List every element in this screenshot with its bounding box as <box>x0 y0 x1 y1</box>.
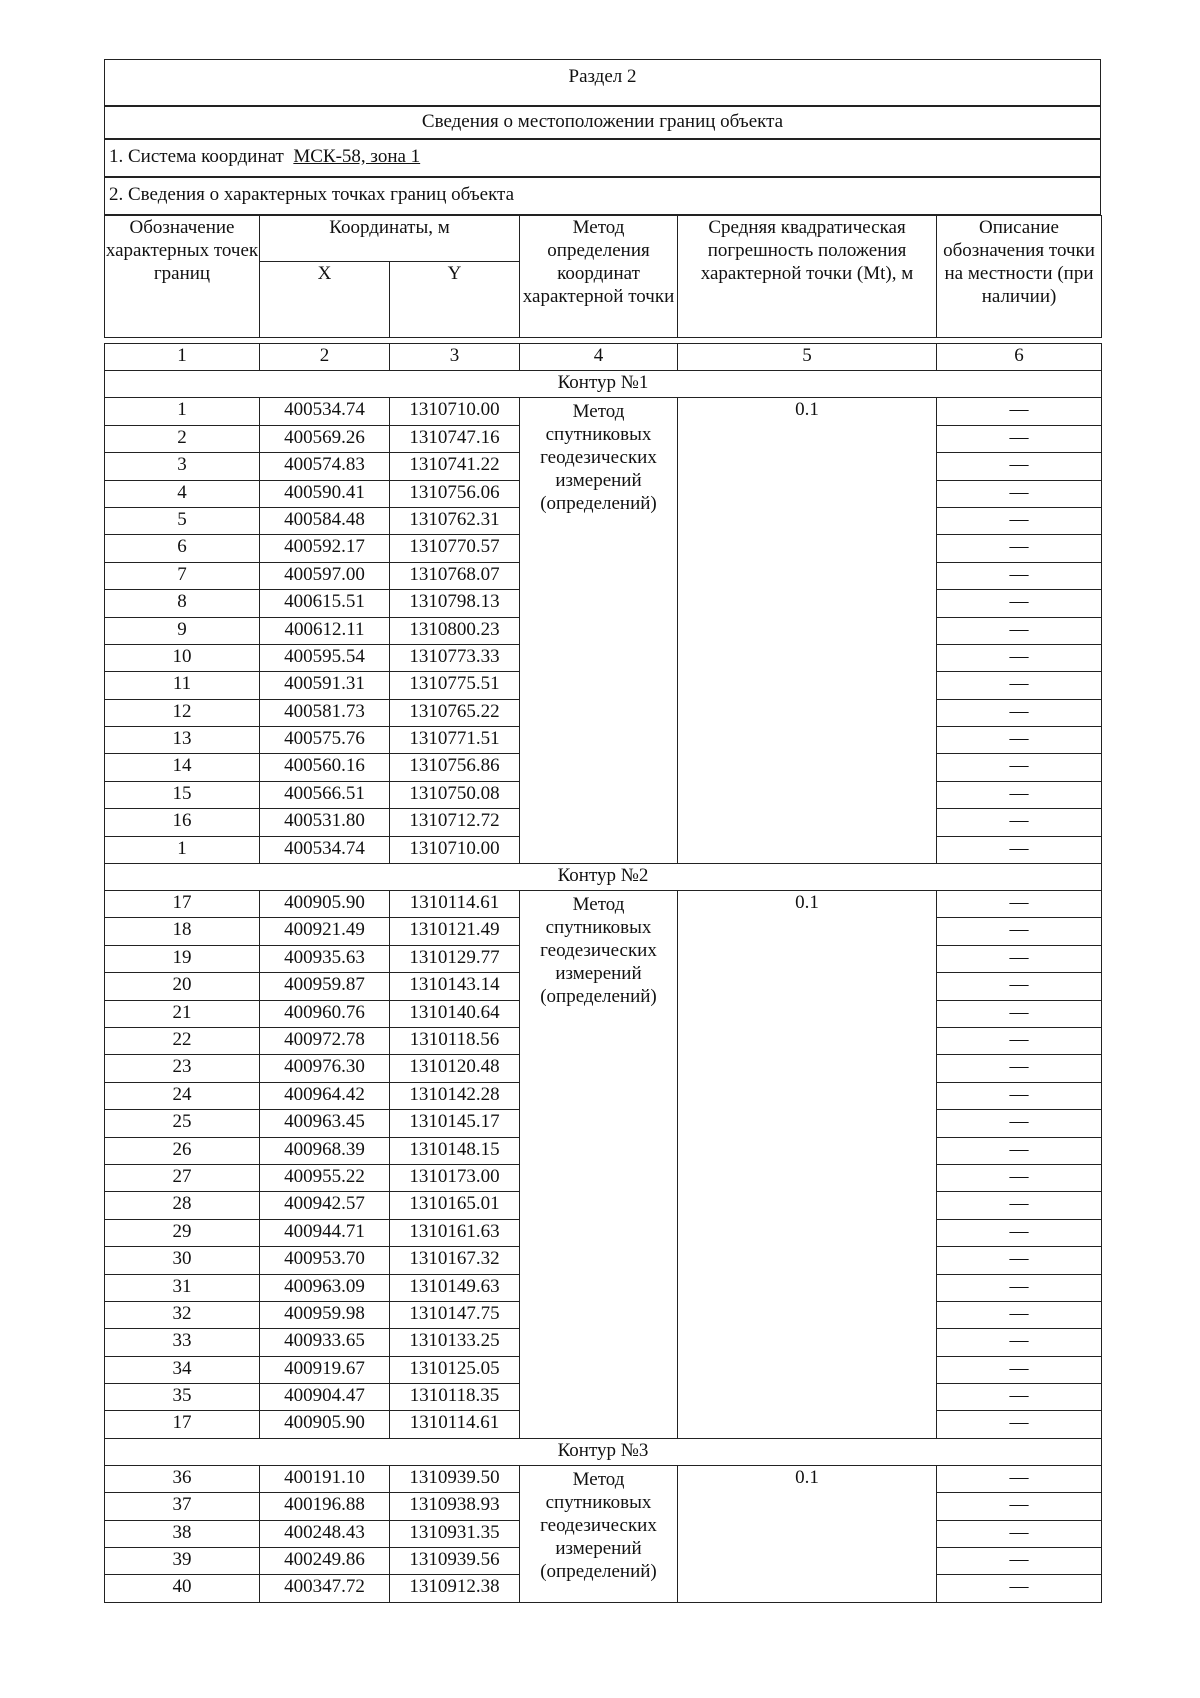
description-cell: — <box>937 1247 1102 1274</box>
point-id: 32 <box>105 1301 260 1328</box>
coord-x: 400921.49 <box>260 918 390 945</box>
point-id: 33 <box>105 1329 260 1356</box>
point-id: 4 <box>105 480 260 507</box>
contour-title-row <box>105 371 1102 398</box>
coord-x: 400560.16 <box>260 754 390 781</box>
coord-y: 1310140.64 <box>390 1000 520 1027</box>
col-number: 4 <box>520 344 678 371</box>
coord-x: 400347.72 <box>260 1575 390 1602</box>
point-id: 18 <box>105 918 260 945</box>
coord-y: 1310125.05 <box>390 1356 520 1383</box>
coord-y: 1310129.77 <box>390 945 520 972</box>
coord-x: 400196.88 <box>260 1493 390 1520</box>
coord-y: 1310133.25 <box>390 1329 520 1356</box>
description-cell: — <box>937 1082 1102 1109</box>
point-id: 39 <box>105 1548 260 1575</box>
coord-y: 1310756.06 <box>390 480 520 507</box>
contour-title-row <box>105 864 1102 891</box>
coord-y: 1310750.08 <box>390 781 520 808</box>
col-desc-label: Описание обозначения точки на местности (при наличии) <box>937 216 1102 338</box>
coord-x: 400597.00 <box>260 562 390 589</box>
description-cell: — <box>937 699 1102 726</box>
point-id: 31 <box>105 1274 260 1301</box>
coord-system-value: МСК-58, зона 1 <box>293 146 421 167</box>
coord-y: 1310161.63 <box>390 1219 520 1246</box>
coord-x: 400595.54 <box>260 644 390 671</box>
method-cell: Метод спутниковых геодезических измерений (определений) <box>520 398 678 864</box>
point-id: 10 <box>105 644 260 671</box>
coord-x: 400960.76 <box>260 1000 390 1027</box>
description-cell: — <box>937 562 1102 589</box>
description-cell: — <box>937 1027 1102 1054</box>
description-cell: — <box>937 1493 1102 1520</box>
description-cell: — <box>937 1520 1102 1547</box>
coord-x: 400249.86 <box>260 1548 390 1575</box>
coord-y: 1310148.15 <box>390 1137 520 1164</box>
description-cell: — <box>937 590 1102 617</box>
section-title: Раздел 2 <box>104 59 1101 107</box>
description-cell: — <box>937 1137 1102 1164</box>
coord-y: 1310747.16 <box>390 425 520 452</box>
coord-x: 400964.42 <box>260 1082 390 1109</box>
coord-y: 1310114.61 <box>390 891 520 918</box>
description-cell: — <box>937 1274 1102 1301</box>
coord-x: 400942.57 <box>260 1192 390 1219</box>
description-cell: — <box>937 1465 1102 1492</box>
point-id: 24 <box>105 1082 260 1109</box>
description-cell: — <box>937 781 1102 808</box>
description-cell: — <box>937 1384 1102 1411</box>
points-heading: 2. Сведения о характерных точках границ объекта <box>104 177 1101 215</box>
col-method-label: Метод определения координат характерной точки <box>520 216 678 338</box>
description-cell: — <box>937 507 1102 534</box>
column-numbers-row <box>105 344 1102 371</box>
description-cell: — <box>937 535 1102 562</box>
coord-y: 1310114.61 <box>390 1411 520 1438</box>
point-id: 1 <box>105 836 260 863</box>
description-cell: — <box>937 945 1102 972</box>
point-id: 14 <box>105 754 260 781</box>
coord-x: 400959.98 <box>260 1301 390 1328</box>
col-number: 6 <box>937 344 1102 371</box>
point-id: 6 <box>105 535 260 562</box>
coord-x: 400531.80 <box>260 809 390 836</box>
point-id: 8 <box>105 590 260 617</box>
coord-x: 400933.65 <box>260 1329 390 1356</box>
contour-title: Контур №2 <box>105 864 1102 891</box>
point-id: 9 <box>105 617 260 644</box>
coord-y: 1310120.48 <box>390 1055 520 1082</box>
description-cell: — <box>937 1055 1102 1082</box>
description-cell: — <box>937 398 1102 425</box>
coord-x: 400955.22 <box>260 1164 390 1191</box>
coord-x: 400592.17 <box>260 535 390 562</box>
points-column-header <box>104 215 1102 338</box>
coord-x: 400591.31 <box>260 672 390 699</box>
coord-y: 1310762.31 <box>390 507 520 534</box>
coord-x: 400569.26 <box>260 425 390 452</box>
point-id: 40 <box>105 1575 260 1602</box>
description-cell: — <box>937 754 1102 781</box>
coord-x: 400534.74 <box>260 398 390 425</box>
point-id: 26 <box>105 1137 260 1164</box>
coord-x: 400575.76 <box>260 727 390 754</box>
description-cell: — <box>937 809 1102 836</box>
coord-y: 1310165.01 <box>390 1192 520 1219</box>
coord-y: 1310173.00 <box>390 1164 520 1191</box>
point-id: 23 <box>105 1055 260 1082</box>
coord-x: 400905.90 <box>260 1411 390 1438</box>
table-row <box>105 891 1102 918</box>
coord-y: 1310768.07 <box>390 562 520 589</box>
coord-y: 1310775.51 <box>390 672 520 699</box>
point-id: 29 <box>105 1219 260 1246</box>
coord-x: 400248.43 <box>260 1520 390 1547</box>
coord-x: 400963.09 <box>260 1274 390 1301</box>
coord-x: 400919.67 <box>260 1356 390 1383</box>
coord-system-label: 1. Система координат <box>109 146 284 167</box>
description-cell: — <box>937 1329 1102 1356</box>
coord-x: 400935.63 <box>260 945 390 972</box>
point-id: 12 <box>105 699 260 726</box>
col-number: 2 <box>260 344 390 371</box>
coord-y: 1310142.28 <box>390 1082 520 1109</box>
error-cell: 0.1 <box>678 1465 937 1602</box>
description-cell: — <box>937 1301 1102 1328</box>
description-cell: — <box>937 617 1102 644</box>
point-id: 3 <box>105 453 260 480</box>
point-id: 34 <box>105 1356 260 1383</box>
coord-y: 1310756.86 <box>390 754 520 781</box>
col-number: 3 <box>390 344 520 371</box>
method-cell: Метод спутниковых геодезических измерений (определений) <box>520 1465 678 1602</box>
point-id: 35 <box>105 1384 260 1411</box>
point-id: 7 <box>105 562 260 589</box>
coord-x: 400953.70 <box>260 1247 390 1274</box>
coord-y: 1310798.13 <box>390 590 520 617</box>
section-subtitle: Сведения о местоположении границ объекта <box>104 105 1101 139</box>
coord-x: 400904.47 <box>260 1384 390 1411</box>
point-id: 2 <box>105 425 260 452</box>
coord-y: 1310939.50 <box>390 1465 520 1492</box>
coord-x: 400905.90 <box>260 891 390 918</box>
coord-y: 1310145.17 <box>390 1110 520 1137</box>
contour-title-row <box>105 1438 1102 1465</box>
description-cell: — <box>937 836 1102 863</box>
point-id: 5 <box>105 507 260 534</box>
coord-y: 1310167.32 <box>390 1247 520 1274</box>
col-x-label: X <box>260 262 390 338</box>
description-cell: — <box>937 425 1102 452</box>
point-id: 30 <box>105 1247 260 1274</box>
point-id: 11 <box>105 672 260 699</box>
description-cell: — <box>937 1356 1102 1383</box>
point-id: 21 <box>105 1000 260 1027</box>
coord-y: 1310771.51 <box>390 727 520 754</box>
coord-y: 1310912.38 <box>390 1575 520 1602</box>
coord-y: 1310118.35 <box>390 1384 520 1411</box>
coord-x: 400968.39 <box>260 1137 390 1164</box>
description-cell: — <box>937 1411 1102 1438</box>
col-coords-label: Координаты, м <box>260 216 520 262</box>
table-row <box>105 1465 1102 1492</box>
point-id: 38 <box>105 1520 260 1547</box>
description-cell: — <box>937 918 1102 945</box>
table-row <box>105 398 1102 425</box>
coord-x: 400963.45 <box>260 1110 390 1137</box>
point-id: 16 <box>105 809 260 836</box>
description-cell: — <box>937 480 1102 507</box>
coord-x: 400534.74 <box>260 836 390 863</box>
coord-y: 1310149.63 <box>390 1274 520 1301</box>
point-id: 17 <box>105 1411 260 1438</box>
point-id: 22 <box>105 1027 260 1054</box>
coord-x: 400612.11 <box>260 617 390 644</box>
coord-y: 1310938.93 <box>390 1493 520 1520</box>
coord-y: 1310741.22 <box>390 453 520 480</box>
col-point-label: Обозначение характерных точек границ <box>105 216 260 338</box>
point-id: 27 <box>105 1164 260 1191</box>
coord-y: 1310712.72 <box>390 809 520 836</box>
col-error-label: Средняя квадратическая погрешность положения характерной точки (Mt), м <box>678 216 937 338</box>
coord-y: 1310765.22 <box>390 699 520 726</box>
coord-y: 1310143.14 <box>390 973 520 1000</box>
coord-system-row <box>104 139 1101 177</box>
coord-x: 400584.48 <box>260 507 390 534</box>
point-id: 1 <box>105 398 260 425</box>
method-cell: Метод спутниковых геодезических измерений (определений) <box>520 891 678 1439</box>
point-id: 20 <box>105 973 260 1000</box>
coord-y: 1310773.33 <box>390 644 520 671</box>
coord-x: 400191.10 <box>260 1465 390 1492</box>
coord-y: 1310770.57 <box>390 535 520 562</box>
error-cell: 0.1 <box>678 891 937 1439</box>
coord-x: 400581.73 <box>260 699 390 726</box>
col-number: 1 <box>105 344 260 371</box>
point-id: 17 <box>105 891 260 918</box>
contour-title: Контур №1 <box>105 371 1102 398</box>
error-cell: 0.1 <box>678 398 937 864</box>
point-id: 25 <box>105 1110 260 1137</box>
col-y-label: Y <box>390 262 520 338</box>
coord-y: 1310939.56 <box>390 1548 520 1575</box>
point-id: 37 <box>105 1493 260 1520</box>
description-cell: — <box>937 1219 1102 1246</box>
description-cell: — <box>937 1575 1102 1602</box>
coord-x: 400972.78 <box>260 1027 390 1054</box>
coord-y: 1310710.00 <box>390 836 520 863</box>
description-cell: — <box>937 973 1102 1000</box>
coord-x: 400615.51 <box>260 590 390 617</box>
description-cell: — <box>937 644 1102 671</box>
description-cell: — <box>937 891 1102 918</box>
description-cell: — <box>937 727 1102 754</box>
description-cell: — <box>937 453 1102 480</box>
description-cell: — <box>937 1164 1102 1191</box>
description-cell: — <box>937 1000 1102 1027</box>
coord-y: 1310147.75 <box>390 1301 520 1328</box>
col-number: 5 <box>678 344 937 371</box>
coord-y: 1310800.23 <box>390 617 520 644</box>
points-table <box>104 343 1102 1603</box>
coord-y: 1310121.49 <box>390 918 520 945</box>
description-cell: — <box>937 1110 1102 1137</box>
coord-x: 400574.83 <box>260 453 390 480</box>
description-cell: — <box>937 672 1102 699</box>
coord-x: 400566.51 <box>260 781 390 808</box>
coord-x: 400944.71 <box>260 1219 390 1246</box>
coord-x: 400976.30 <box>260 1055 390 1082</box>
coord-y: 1310931.35 <box>390 1520 520 1547</box>
description-cell: — <box>937 1548 1102 1575</box>
coord-y: 1310118.56 <box>390 1027 520 1054</box>
coord-y: 1310710.00 <box>390 398 520 425</box>
point-id: 28 <box>105 1192 260 1219</box>
point-id: 13 <box>105 727 260 754</box>
coord-x: 400959.87 <box>260 973 390 1000</box>
point-id: 15 <box>105 781 260 808</box>
point-id: 36 <box>105 1465 260 1492</box>
contour-title: Контур №3 <box>105 1438 1102 1465</box>
coord-x: 400590.41 <box>260 480 390 507</box>
point-id: 19 <box>105 945 260 972</box>
description-cell: — <box>937 1192 1102 1219</box>
